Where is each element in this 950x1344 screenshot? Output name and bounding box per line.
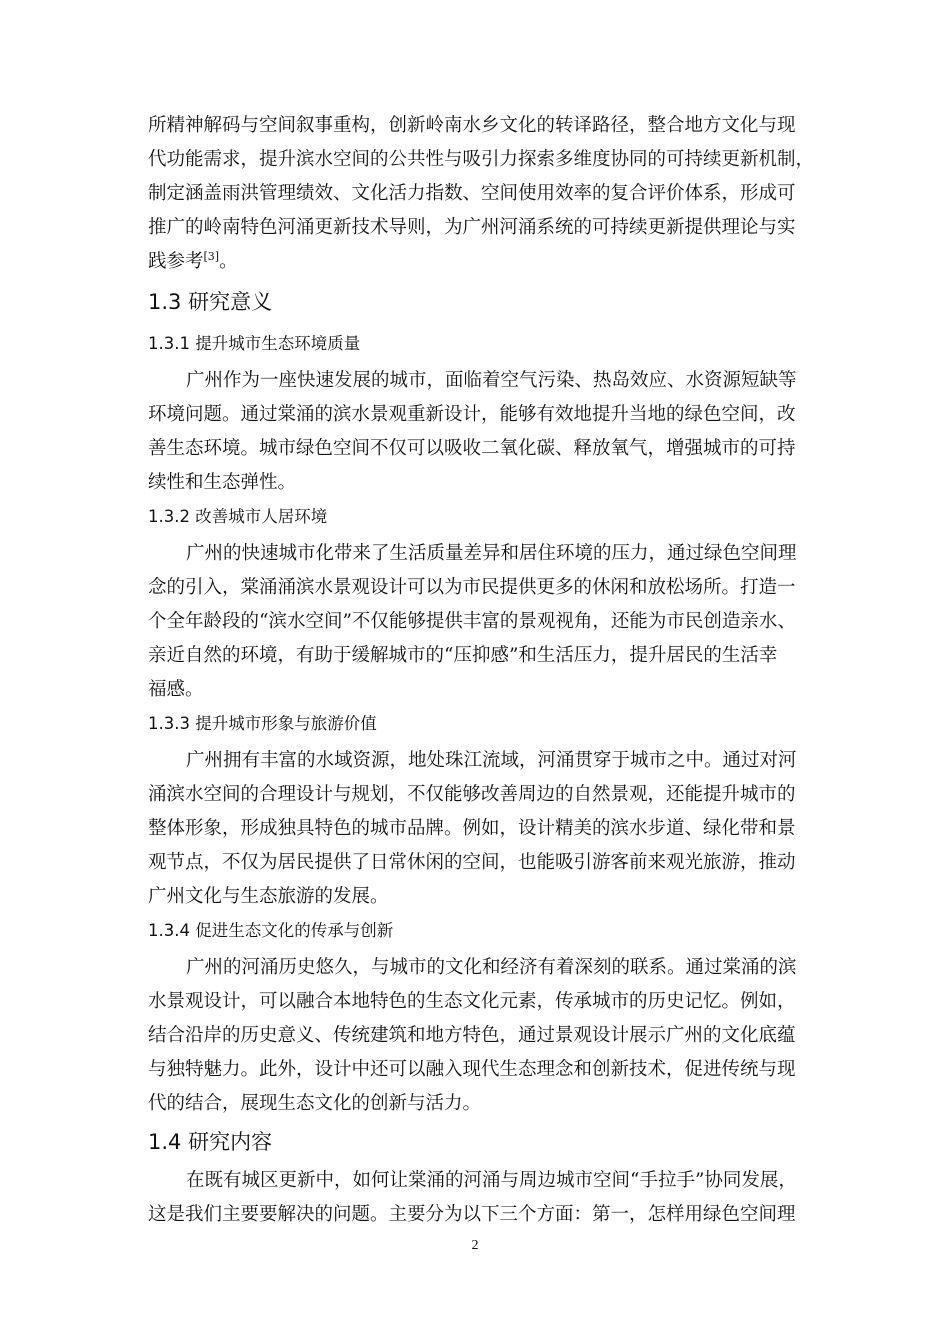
section-heading-1-4: 1.4 研究内容: [148, 1130, 273, 1154]
text-line: 这是我们主要要解决的问题。主要分为以下三个方面：第一，怎样用绿色空间理: [148, 1204, 796, 1225]
text-line: 观节点，不仅为居民提供了日常休闲的空间，也能吸引游客前来观光旅游，推动: [148, 852, 796, 873]
text-line: 广州作为一座快速发展的城市，面临着空气污染、热岛效应、水资源短缺等: [186, 370, 797, 391]
text-line: 在既有城区更新中，如何让棠涌的河涌与周边城市空间“手拉手”协同发展，: [186, 1170, 797, 1191]
paragraph-1-3-1: [148, 364, 848, 500]
text-line: 水景观设计，可以融合本地特色的生态文化元素，传承城市的历史记忆。例如，: [148, 991, 796, 1012]
text-line: 环境问题。通过棠涌的滨水景观重新设计，能够有效地提升当地的绿色空间，改: [148, 404, 796, 425]
text-fragment: 。: [219, 251, 238, 272]
paragraph-1-3-3: [148, 744, 848, 914]
text-line: 所精神解码与空间叙事重构，创新岭南水乡文化的转译路径，整合地方文化与现: [148, 115, 796, 136]
intro-paragraph: [148, 109, 848, 279]
citation-reference: [3]: [203, 250, 220, 263]
text-line: 代的结合，展现生态文化的创新与活力。: [148, 1093, 482, 1114]
text-line: 广州的河涌历史悠久，与城市的文化和经济有着深刻的联系。通过棠涌的滨: [186, 957, 797, 978]
text-line: 善生态环境。城市绿色空间不仅可以吸收二氧化碳、释放氧气，增强城市的可持: [148, 438, 796, 459]
paragraph-1-4: [148, 1164, 848, 1232]
text-line: 代功能需求，提升滨水空间的公共性与吸引力探索多维度协同的可持续更新机制，: [148, 149, 815, 170]
text-line: 与独特魅力。此外，设计中还可以融入现代生态理念和创新技术，促进传统与现: [148, 1059, 796, 1080]
text-line: 制定涵盖雨洪管理绩效、文化活力指数、空间使用效率的复合评价体系，形成可: [148, 183, 796, 204]
text-line: 涌滨水空间的合理设计与规划，不仅能够改善周边的自然景观，还能提升城市的: [148, 784, 796, 805]
text-line-last: [148, 245, 848, 279]
page-number: 2: [471, 1238, 479, 1253]
text-line: 广州文化与生态旅游的发展。: [148, 886, 389, 907]
text-line: 广州拥有丰富的水域资源，地处珠江流域，河涌贯穿于城市之中。通过对河: [186, 750, 797, 771]
subsection-heading-1-3-4: 1.3.4 促进生态文化的传承与创新: [148, 921, 394, 940]
subsection-heading-1-3-1: 1.3.1 提升城市生态环境质量: [148, 334, 361, 353]
text-fragment: 践参考: [148, 251, 204, 272]
text-line: 推广的岭南特色河涌更新技术导则，为广州河涌系统的可持续更新提供理论与实: [148, 217, 796, 238]
text-line: 整体形象，形成独具特色的城市品牌。例如，设计精美的滨水步道、绿化带和景: [148, 818, 796, 839]
subsection-heading-1-3-2: 1.3.2 改善城市人居环境: [148, 507, 328, 526]
text-line: 广州的快速城市化带来了生活质量差异和居住环境的压力，通过绿色空间理: [186, 543, 797, 564]
text-line: 福感。: [148, 679, 204, 700]
text-line: 亲近自然的环境，有助于缓解城市的“压抑感”和生活压力，提升居民的生活幸: [148, 645, 778, 666]
paragraph-1-3-2: [148, 537, 848, 707]
section-heading-1-3: 1.3 研究意义: [148, 290, 273, 314]
subsection-heading-1-3-3: 1.3.3 提升城市形象与旅游价值: [148, 714, 377, 733]
text-line: 个全年龄段的“滨水空间”不仅能够提供丰富的景观视角，还能为市民创造亲水、: [148, 611, 796, 632]
text-line: 续性和生态弹性。: [148, 472, 297, 493]
text-line: 结合沿岸的历史意义、传统建筑和地方特色，通过景观设计展示广州的文化底蕴: [148, 1025, 796, 1046]
paragraph-1-3-4: [148, 951, 848, 1121]
text-line: 念的引入，棠涌涌滨水景观设计可以为市民提供更多的休闲和放松场所。打造一: [148, 577, 796, 598]
